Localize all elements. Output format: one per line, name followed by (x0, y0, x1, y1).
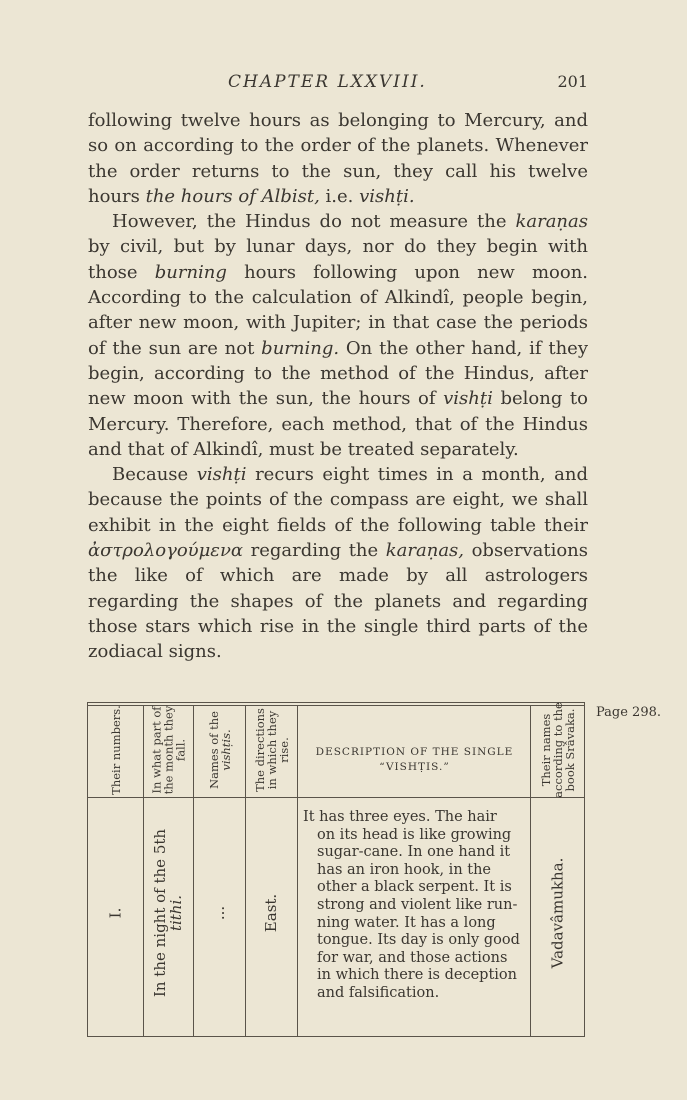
table-top-rule (87, 702, 585, 703)
text-run: burning. (261, 337, 340, 359)
row1-name (194, 800, 245, 1025)
header-directions (246, 706, 297, 794)
cell-line: Their numbers. (108, 705, 123, 795)
text-line: for war, and those actions (317, 949, 508, 966)
paragraph-2 (88, 209, 588, 462)
header-sravaka-names-text (540, 702, 576, 798)
row1-part-of-month-text (153, 828, 185, 996)
row1-number (88, 800, 143, 1025)
text-run: Because (112, 464, 197, 486)
table-col-rule-4 (297, 705, 298, 1037)
text-run: observations the like of which are made by all astrologers regarding the shapes of the planets and regarding those stars which rise in the single third parts of the zodiacal signs. (88, 540, 588, 663)
running-header (88, 72, 588, 100)
text-run: by civil, but by lunar days, nor do they begin with those (88, 236, 588, 283)
header-directions-text (254, 708, 290, 792)
text-line: It has three eyes. The hair (303, 809, 497, 825)
text-line: ning water. It has a long (317, 914, 496, 931)
cell-line: Names of the (206, 711, 221, 789)
header-numbers (88, 706, 143, 794)
text-line: and falsification. (317, 984, 440, 1001)
cell-line: book Srâvaka. (562, 708, 577, 792)
body-text (88, 108, 588, 665)
cell-line: Their names (538, 713, 553, 787)
cell-line: in which they (264, 710, 279, 790)
text-run: i.e. (319, 185, 360, 207)
text-run: vishṭi (196, 464, 247, 486)
chapter-title: CHAPTER LXXVIII. (228, 72, 427, 92)
text-line: tongue. Its day is only good (317, 932, 520, 949)
text-run: burning (154, 261, 227, 283)
cell-line: tithi. (167, 894, 186, 931)
cell-line: according to the (550, 702, 565, 798)
header-sravaka-names (531, 702, 584, 798)
table-right-rule (584, 702, 585, 1037)
text-run: hours following upon new moon. According to the calculation of Alkindî, people begin, after new moon, with Jupiter; in that case the periods of the sun are not (88, 261, 589, 359)
page-number: 201 (557, 72, 588, 91)
text-run: However, the Hindus do not measure the (112, 211, 516, 233)
text-line: DESCRIPTION OF THE SINGLE (315, 746, 514, 758)
cell-line: In what part of (149, 706, 164, 794)
header-part-of-month (144, 706, 193, 794)
text-line: in which there is deception (317, 967, 517, 984)
header-part-of-month-text (151, 706, 187, 795)
row1-part-of-month (144, 800, 193, 1025)
text-run: regarding the (243, 540, 386, 562)
text-line: strong and violent like run- (317, 896, 518, 913)
text-run: vishṭi (443, 388, 493, 410)
cell-line: the month they (161, 705, 176, 795)
cell-line: fall. (173, 738, 188, 762)
text-run: belong to Mercury. Therefore, each method, that of the Hindus and that of Alkindî, must be treated separately. (88, 388, 588, 460)
text-line: has an iron hook, in the (317, 861, 492, 878)
margin-page-reference: Page 298. (596, 705, 662, 720)
text-line: sugar-cane. In one hand it (317, 844, 511, 861)
row1-number-text: I. (106, 907, 125, 918)
text-line: “VISHṬIS.” (379, 761, 450, 773)
text-run: karaṇas (515, 211, 588, 233)
row1-sravaka-name (531, 800, 584, 1025)
text-run: ἀστρολογούμενα (88, 540, 244, 562)
header-names-text (208, 711, 232, 789)
text-line: other a black serpent. It is (317, 879, 512, 896)
header-numbers-text (110, 705, 122, 795)
row1-direction-text: East. (262, 893, 281, 932)
row1-name-text: ... (210, 905, 229, 920)
table-bottom-rule (87, 1036, 585, 1037)
cell-line: The directions (252, 708, 267, 792)
cell-line: rise. (276, 737, 291, 763)
text-run: following twelve hours as belonging to Mercury, and so on according to the order of the planets. Whenever the order returns to the sun, they call his twelve hours (88, 110, 588, 207)
paragraph-3 (88, 462, 588, 664)
table-header-rule (87, 797, 585, 798)
text-run: recurs eight times in a month, and because the points of the compass are eight, we shall exhibit in the eight fields of the following table their (88, 464, 588, 536)
cell-line: vishṭis. (218, 729, 233, 771)
text-line: on its head is like growing (317, 826, 512, 843)
paragraph-1 (88, 108, 588, 209)
text-run: On the other hand, if they begin, according to the method of the Hindus, after new moon with the sun, the hours of (88, 337, 588, 410)
header-names (194, 706, 245, 794)
header-description (302, 745, 527, 775)
text-run: the hours of Albist, (145, 185, 320, 207)
row1-sravaka-name-text: Vadavâmukha. (548, 857, 567, 968)
text-run: vishṭi. (359, 185, 415, 207)
row1-direction (246, 800, 297, 1025)
row1-description (303, 809, 525, 1003)
text-run: karaṇas, (385, 540, 465, 562)
cell-line: In the night of the 5th (151, 828, 170, 997)
